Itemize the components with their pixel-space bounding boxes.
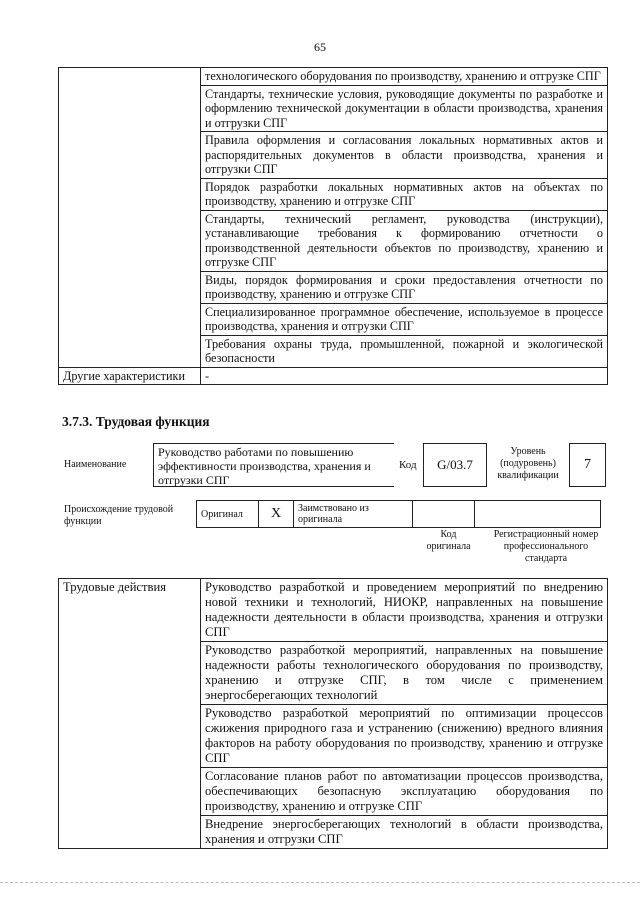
knowledge-item: Стандарты, технический регламент, руководства (инструкции), устанавливающие требования к формированию отчетности о производственной деятельности объектов по производству, хранению и отгрузке СПГ	[201, 210, 608, 271]
level-label: Уровень (подуровень) квалификации	[497, 446, 559, 481]
origin-original-mark: X	[259, 501, 294, 528]
origin-original-label: Оригинал	[197, 501, 259, 528]
actions-label: Трудовые действия	[59, 579, 201, 849]
knowledge-item: Стандарты, технические условия, руководящие документы по разработке и оформлению технической документации в области производства, хранения и отгрузки СПГ	[201, 85, 608, 132]
page-number: 65	[314, 40, 326, 54]
knowledge-item: Виды, порядок формирования и сроки предоставления отчетности по производству, хранению и отгрузке СПГ	[201, 271, 608, 303]
action-item: Внедрение энергосберегающих технологий в области производства, хранения и отгрузки СПГ	[201, 816, 608, 849]
other-characteristics-label: Другие характеристики	[59, 367, 201, 385]
actions-table	[58, 578, 608, 849]
origin-reg-cell	[475, 501, 601, 528]
knowledge-item: Правила оформления и согласования локальных нормативных актов и распорядительных документов в области производства, хранения и отгрузки СПГ	[201, 132, 608, 179]
page-bottom-divider	[0, 882, 640, 883]
knowledge-table	[58, 67, 608, 385]
origin-code-caption: Код оригинала	[426, 529, 471, 552]
table-row	[59, 68, 608, 86]
knowledge-item: Специализированное программное обеспечение, используемое в процессе производства, хранения и отгрузки СПГ	[201, 303, 608, 335]
level-value: 7	[569, 443, 606, 487]
knowledge-item: Порядок разработки локальных нормативных актов на объектах по производству, хранению и отгрузке СПГ	[201, 178, 608, 210]
other-characteristics-value: -	[201, 367, 608, 385]
table-row	[59, 579, 608, 642]
name-label: Наименование	[64, 459, 127, 470]
origin-borrowed-label: Заимствовано из оригинала	[294, 501, 413, 528]
action-item: Руководство разработкой мероприятий, направленных на повышение надежности работы технологического оборудования по производству, хранению и отгрузке СПГ, в том числе с применением энергосберегающих технологий	[201, 642, 608, 705]
origin-code-cell	[413, 501, 475, 528]
section-title: 3.7.3. Трудовая функция	[62, 414, 210, 429]
knowledge-item: Требования охраны труда, промышленной, пожарной и экологической безопасности	[201, 335, 608, 367]
code-value: G/03.7	[423, 443, 487, 487]
action-item: Руководство разработкой и проведением мероприятий по внедрению новой техники и технологий, НИОКР, направленных на повышение надежности деятельности в области производства, хранения и отгрузки СПГ	[201, 579, 608, 642]
action-item: Руководство разработкой мероприятий по оптимизации процессов сжижения природного газа и устранению (снижению) вредного влияния факторов на работу оборудования по производству, хранению и отгрузке СПГ	[201, 705, 608, 768]
knowledge-label-cell	[59, 68, 201, 368]
origin-table	[196, 500, 601, 528]
table-row	[59, 367, 608, 385]
knowledge-item: технологического оборудования по производству, хранению и отгрузке СПГ	[201, 68, 608, 86]
action-item: Согласование планов работ по автоматизации процессов производства, обеспечивающих безопасную эксплуатацию оборудования по производству, хранению и отгрузке СПГ	[201, 768, 608, 816]
code-label: Код	[399, 459, 417, 471]
origin-label: Происхождение трудовой функции	[64, 504, 174, 527]
function-name-value: Руководство работами по повышению эффективности производства, хранения и отгрузки СПГ	[153, 443, 394, 487]
origin-reg-caption: Регистрационный номер профессионального стандарта	[493, 529, 599, 564]
